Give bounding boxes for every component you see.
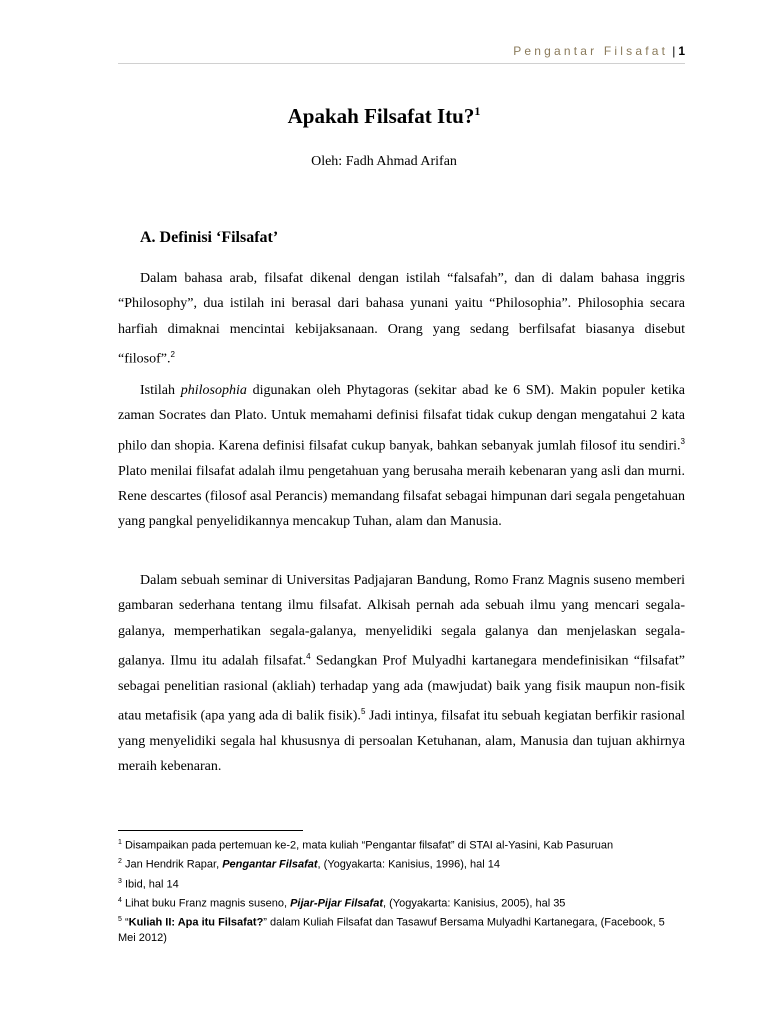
lecture-title: Kuliah II: Apa itu Filsafat? xyxy=(128,916,264,929)
paragraph-3 xyxy=(118,568,685,780)
header-rule xyxy=(118,63,685,64)
footnote-ref-4: 4 xyxy=(306,651,311,661)
author-line: Oleh: Fadh Ahmad Arifan xyxy=(311,154,457,169)
section-heading: A. Definisi ‘Filsafat’ xyxy=(140,229,279,246)
footnote-text: , (Yogyakarta: Kanisius, 2005), hal 35 xyxy=(383,897,566,910)
footnote-number: 2 xyxy=(118,858,122,866)
footnotes xyxy=(118,835,685,947)
footnote-1 xyxy=(118,835,685,854)
footnote-text: Ibid, hal 14 xyxy=(121,878,179,891)
footnote-number: 3 xyxy=(118,877,122,885)
running-title: Pengantar Filsafat xyxy=(513,44,669,58)
book-title: Pijar-Pijar Filsafat xyxy=(290,897,383,910)
footnote-2 xyxy=(118,854,685,873)
paragraph-3-text-a: Dalam sebuah seminar di Universitas Padjajaran Bandung, Romo Franz Magnis suseno memberi gambaran sederhana tentang ilmu filsafat. Alkisah pernah ada sebuah ilmu yang mencari segala-galanya, memperhatikan segala-galanya, menyelidiki segala galanya dan menjelaskan segala-galanya. Ilmu itu adalah filsafat. xyxy=(118,573,685,669)
page-header xyxy=(513,44,685,58)
paragraph-2-text-b: digunakan oleh Phytagoras (sekitar abad ke 6 SM). Makin populer ketika zaman Socrates dan Plato. Untuk memahami definisi filsafat tidak cukup dengan mengatahui 2 kata philo dan shopia. Karena definisi filsafat cukup banyak, bahkan sebanyak jumlah filosof itu sendiri. xyxy=(118,383,685,454)
page-number: 1 xyxy=(678,44,685,58)
title-text: Apakah Filsafat Itu? xyxy=(287,104,475,128)
paragraph-1-text: Dalam bahasa arab, filsafat dikenal dengan istilah “falsafah”, dan di dalam bahasa inggris “Philosophy”, dua istilah ini berasal dari bahasa yunani yaitu “Philosophia”. Philosophia secara harfiah dimaknai mencintai kebijaksanaan. Orang yang sedang berfilsafat biasanya disebut “filosof”. xyxy=(118,271,685,367)
footnote-ref-3: 3 xyxy=(680,436,685,446)
footnote-text: , (Yogyakarta: Kanisius, 1996), hal 14 xyxy=(317,858,500,871)
footnote-text: ” dalam Kuliah Filsafat dan Tasawuf Bersama Mulyadhi Kartanegara, (Facebook, 5 Mei 2012) xyxy=(118,916,665,945)
paragraph-2 xyxy=(118,378,685,534)
footnote-number: 4 xyxy=(118,896,122,904)
paragraph-3-text-b: Sedangkan Prof Mulyadhi kartanegara mendefinisikan “filsafat” sebagai penelitian rasional (akliah) terhadap yang ada (mawjudat) baik yang fisik maupun non-fisik atau metafisik (apa yang ada di balik fisik). xyxy=(118,653,686,724)
paragraph-2-text-a: Istilah xyxy=(140,383,181,398)
term-philosophia: philosophia xyxy=(180,383,247,398)
paragraph-2-text-c: Plato menilai filsafat adalah ilmu pengetahuan yang berusaha meraih kebenaran yang asli dan murni. Rene descartes (filosof asal Perancis) memandang filsafat sebagai himpunan dari segala pengetahuan yang pangkal penyelidikannya mencakup Tuhan, alam dan Manusia. xyxy=(118,463,685,530)
footnote-4 xyxy=(118,893,685,912)
title-footnote-ref: 1 xyxy=(474,104,481,118)
footnote-text: Jan Hendrik Rapar, xyxy=(121,858,223,871)
footnote-text: Disampaikan pada pertemuan ke-2, mata kuliah “Pengantar filsafat” di STAI al-Yasini, Kab Pasuruan xyxy=(121,839,614,852)
footnote-text: Lihat buku Franz magnis suseno, xyxy=(121,897,291,910)
footnote-3 xyxy=(118,874,685,893)
footnote-ref-5: 5 xyxy=(360,707,366,717)
document-title xyxy=(0,104,768,129)
book-title: Pengantar Filsafat xyxy=(222,858,318,871)
header-separator: | xyxy=(672,44,676,58)
footnote-5 xyxy=(118,912,685,947)
footnote-number: 5 xyxy=(118,916,122,923)
paragraph-1 xyxy=(118,266,685,372)
footnote-ref-2: 2 xyxy=(170,349,175,359)
paragraph-3-text-c: Jadi intinya, filsafat itu sebuah kegiatan berfikir rasional yang menyelidiki segala hal khususnya di persoalan Ketuhanan, alam, Manusia dan tujuan akhirnya meraih kebenaran. xyxy=(118,708,685,775)
footnote-separator xyxy=(118,830,303,831)
footnote-number: 1 xyxy=(118,839,122,846)
footnote-text: “ xyxy=(121,916,129,929)
